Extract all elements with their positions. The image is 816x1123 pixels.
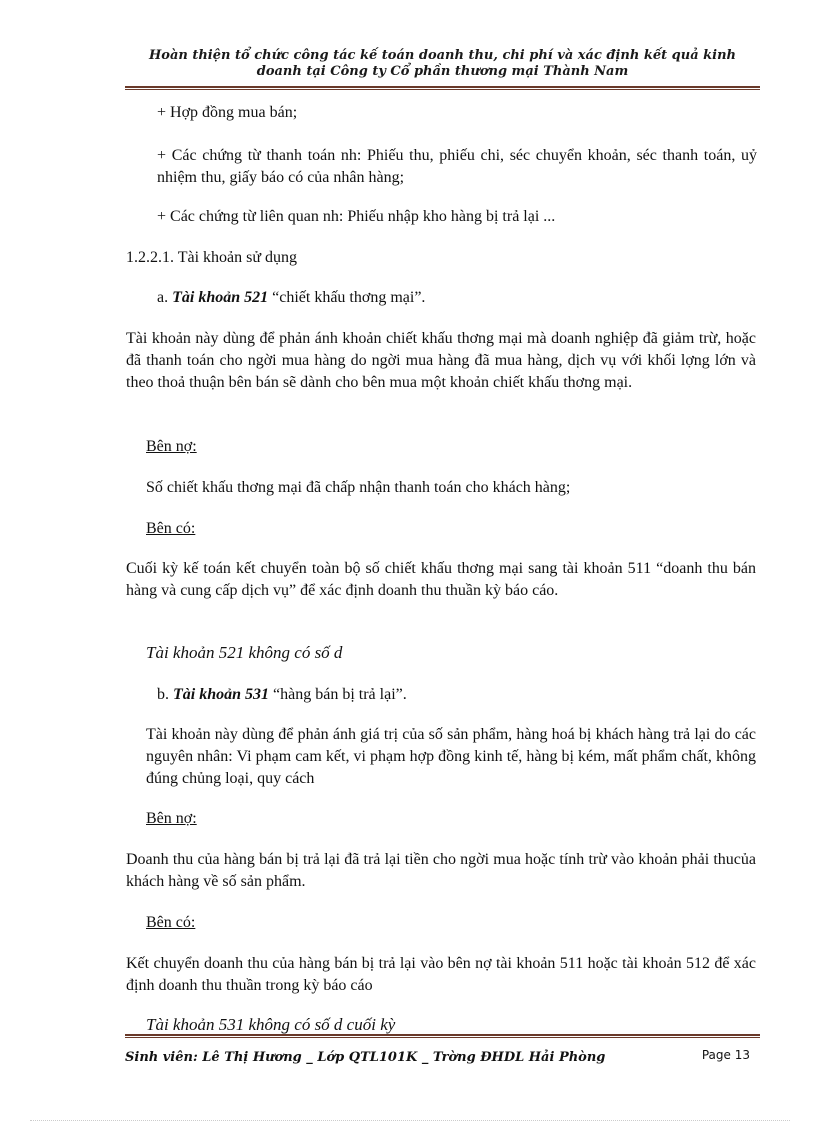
header-line-1: Hoàn thiện tổ chức công tác kế toán doanh thu, chi phí và xác định kết quả kinh [149,48,736,63]
item-a-title: Tài khoản 521 [172,289,269,306]
item-b-heading [157,684,407,706]
page-number: Page 13 [701,1048,750,1062]
credit-label-1: Bên có: [146,520,196,537]
page-edge-dotted-line [30,1120,790,1121]
bullet-related-docs: + Các chứng từ liên quan nh: Phiếu nhập kho hàng bị trả lại ... [157,208,556,225]
running-footer [125,1050,760,1070]
footer-student-info: Sinh viên: Lê Thị Hương _ Lớp QTL101K _ Trờng ĐHDL Hải Phòng [125,1050,606,1065]
debit-label-1: Bên nợ: [146,438,197,455]
bullet-payment-docs: + Các chứng từ thanh toán nh: Phiếu thu, phiếu chi, séc chuyển khoản, séc thanh toán, uỷ nhiệm thu, giấy báo có của nhân hàng; [157,147,757,186]
credit-text-2: Kết chuyển doanh thu của hàng bán bị trả lại vào bên nợ tài khoản 511 hoặc tài khoản 512 để xác định doanh thu thuần trong kỳ báo cáo [126,955,756,994]
item-a-heading [157,287,425,309]
bullet-contract: + Hợp đồng mua bán; [157,104,298,121]
credit-label-2: Bên có: [146,914,196,931]
footer-rule [125,1034,760,1038]
account-521-description: Tài khoản này dùng để phản ánh khoản chiết khấu thơng mại mà doanh nghiệp đã giảm trừ, hoặc đã thanh toán cho ngời mua hàng do ngời mua hàng đã mua hàng, dịch vụ với khối lợng lớn và theo thoả thuận bên bán sẽ dành cho bên mua một khoản chiết khấu thơng mại. [126,330,756,391]
header-line-2: doanh tại Công ty Cổ phần thương mại Thành Nam [256,64,629,79]
note-531: Tài khoản 531 không có số d cuối kỳ [146,1015,396,1034]
section-heading: 1.2.2.1. Tài khoản sử dụng [126,249,298,266]
item-a-rest: “chiết khấu thơng mại”. [268,289,426,306]
debit-text-2: Doanh thu của hàng bán bị trả lại đã trả lại tiền cho ngời mua hoặc tính trừ vào khoản phải thucủa khách hàng về số sản phẩm. [126,851,756,890]
note-521: Tài khoản 521 không có số d [146,643,343,662]
item-a-prefix: a. [157,289,173,306]
header-rule [125,86,760,90]
item-b-prefix: b. [157,686,173,703]
debit-label-2: Bên nợ: [146,810,197,827]
credit-text-1: Cuối kỳ kế toán kết chuyển toàn bộ số chiết khấu thơng mại sang tài khoản 511 “doanh thu bán hàng và cung cấp dịch vụ” để xác định doanh thu thuần kỳ báo cáo. [126,560,756,599]
debit-text-1: Số chiết khấu thơng mại đã chấp nhận thanh toán cho khách hàng; [146,479,571,496]
item-b-rest: “hàng bán bị trả lại”. [269,686,407,703]
item-b-title: Tài khoản 531 [173,686,270,703]
running-header [125,48,760,80]
account-531-description: Tài khoản này dùng để phản ánh giá trị của số sản phẩm, hàng hoá bị khách hàng trả lại do các nguyên nhân: Vi phạm cam kết, vi phạm hợp đồng kinh tế, hàng bị kém, mất phẩm chất, không đúng chủng loại, quy cách [146,726,756,787]
